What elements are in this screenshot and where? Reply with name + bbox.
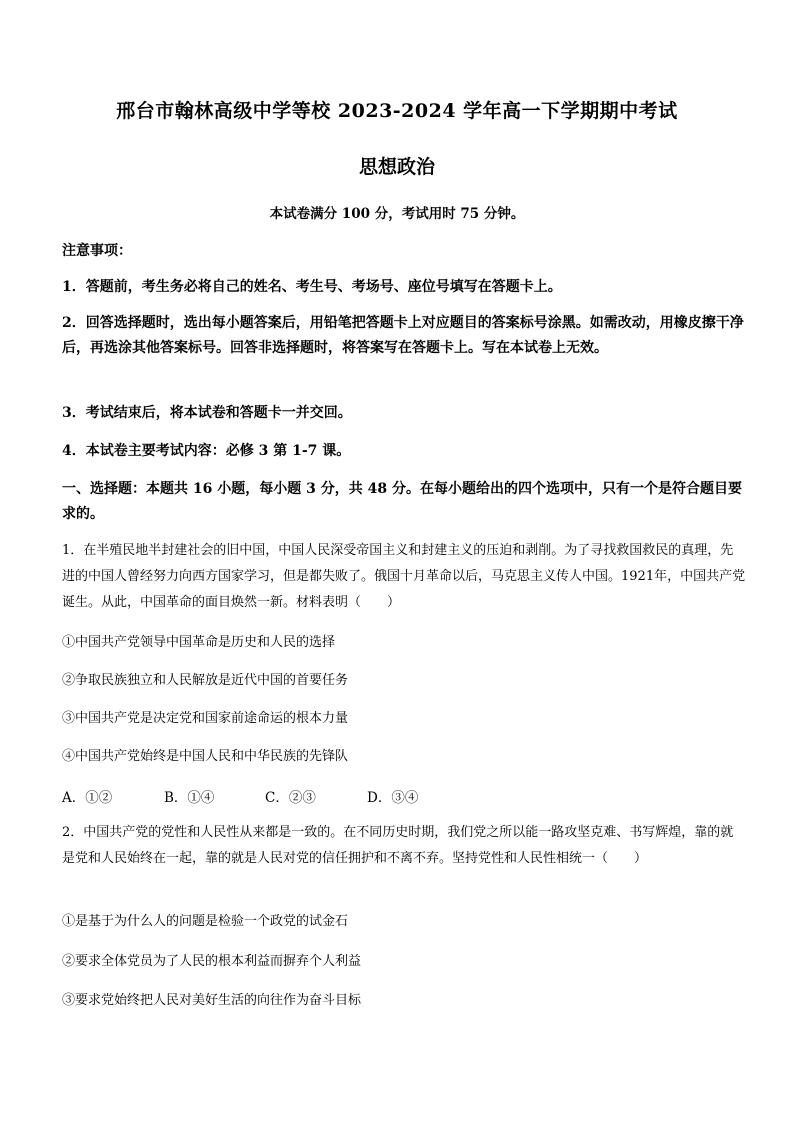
question-1-statement-1: ①中国共产党领导中国革命是历史和人民的选择 — [62, 635, 336, 650]
notice-item-1: 1．答题前，考生务必将自己的姓名、考生号、考场号、座位号填写在答题卡上。 — [62, 279, 562, 295]
question-1-option-b[interactable]: B．①④ — [164, 790, 215, 806]
exam-score-info: 本试卷满分 100 分，考试用时 75 分钟。 — [269, 206, 525, 222]
question-1-option-a[interactable]: A．①② — [62, 790, 113, 806]
question-2-stem: 2．中国共产党的党性和人民性从来都是一致的。在不同历史时期，我们党之所以能一路攻坚克难、书写辉煌，靠的就是党和人民始终在一起，靠的就是人民对党的信任拥护和不离不弃。坚持党性和人民性相统一（ ） — [62, 825, 734, 866]
question-1-options — [62, 786, 418, 806]
question-2-statement-2: ②要求全体党员为了人民的根本利益而摒弃个人利益 — [62, 954, 362, 969]
notice-heading: 注意事项： — [62, 243, 132, 259]
question-1-option-d[interactable]: D．③④ — [367, 790, 419, 806]
question-2-statement-3: ③要求党始终把人民对美好生活的向往作为奋斗目标 — [62, 993, 362, 1008]
exam-subject: 思想政治 — [358, 156, 435, 178]
notice-item-3: 3．考试结束后，将本试卷和答题卡一并交回。 — [62, 405, 352, 421]
question-2-statement-1: ①是基于为什么人的问题是检验一个政党的试金石 — [62, 914, 349, 929]
question-1-statement-4: ④中国共产党始终是中国人民和中华民族的先锋队 — [62, 749, 349, 764]
question-1-stem: 1．在半殖民地半封建社会的旧中国，中国人民深受帝国主义和封建主义的压迫和剥削。为了寻找救国救民的真理，先进的中国人曾经努力向西方国家学习，但是都失败了。俄国十月革命以后，马克思主义传人中国。1921年，中国共产党诞生。从此，中国革命的面目焕然一新。材料表明（ ） — [62, 543, 746, 610]
question-1-statement-2: ②争取民族独立和人民解放是近代中国的首要任务 — [62, 673, 349, 688]
question-1-statement-3: ③中国共产党是决定党和国家前途命运的根本力量 — [62, 711, 349, 726]
question-1-option-c[interactable]: C．②③ — [265, 790, 316, 806]
exam-title: 邢台市翰林高级中学等校 2023-2024 学年高一下学期期中考试 — [116, 100, 678, 122]
section-heading: 一、选择题：本题共 16 小题，每小题 3 分，共 48 分。在每小题给出的四个选项中，只有一个是符合题目要求的。 — [62, 481, 742, 522]
notice-item-2: 2．回答选择题时，选出每小题答案后，用铅笔把答题卡上对应题目的答案标号涂黑。如需改动，用橡皮擦干净后，再选涂其他答案标号。回答非选择题时，将答案写在答题卡上。写在本试卷上无效。 — [62, 315, 744, 356]
notice-item-4: 4．本试卷主要考试内容：必修 3 第 1-7 课。 — [62, 443, 351, 459]
